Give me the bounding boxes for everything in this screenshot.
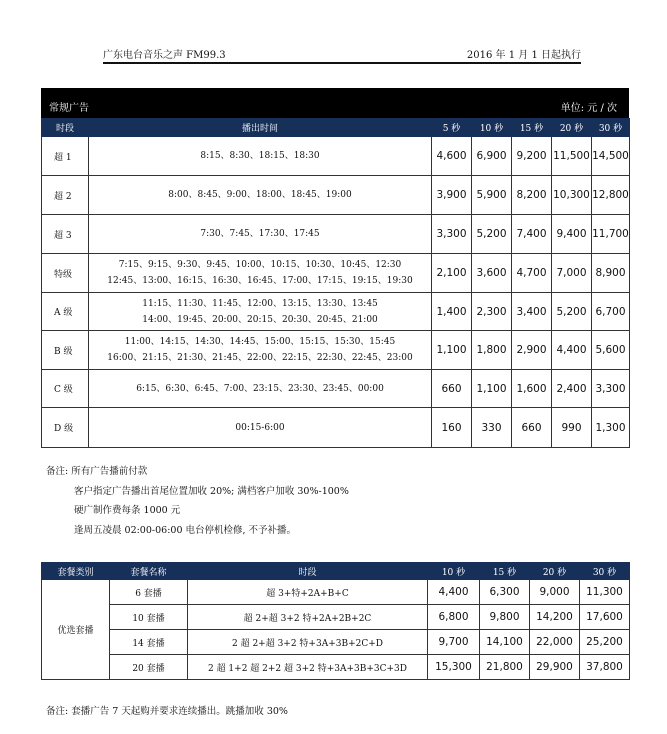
column-header: 15 秒 — [512, 119, 552, 137]
price-cell: 4,600 — [432, 137, 472, 176]
price-cell: 660 — [512, 408, 552, 448]
table-row — [42, 293, 630, 331]
package-name-cell: 14 套播 — [110, 630, 188, 655]
price-cell: 14,100 — [480, 630, 530, 655]
table-row — [42, 408, 630, 448]
table-row — [42, 630, 630, 655]
price-cell: 22,000 — [530, 630, 580, 655]
price-cell: 17,600 — [580, 605, 630, 630]
table-row — [42, 580, 630, 605]
category-cell: 优选套播 — [42, 580, 110, 680]
price-cell: 5,200 — [552, 293, 592, 331]
price-cell: 660 — [432, 370, 472, 408]
package-name-cell: 6 套播 — [110, 580, 188, 605]
times-cell — [89, 137, 432, 176]
price-cell: 8,900 — [592, 254, 630, 293]
time-line: 14:00、19:45、20:00、20:15、20:30、20:45、21:00 — [142, 314, 378, 325]
regular-title: 常规广告 — [49, 103, 89, 114]
price-cell: 6,800 — [428, 605, 480, 630]
time-line: 00:15-6:00 — [235, 422, 285, 433]
column-header: 时段 — [42, 119, 89, 137]
price-cell: 5,200 — [472, 215, 512, 254]
effective-date: 2016 年 1 月 1 日起执行 — [466, 50, 581, 61]
column-header: 5 秒 — [432, 119, 472, 137]
segment-cell: D 级 — [42, 408, 89, 448]
price-cell: 4,400 — [552, 331, 592, 370]
note-line: 硬广制作费每条 1000 元 — [74, 505, 181, 516]
price-cell: 1,600 — [512, 370, 552, 408]
price-cell: 3,300 — [432, 215, 472, 254]
segment-cell: B 级 — [42, 331, 89, 370]
times-cell — [89, 176, 432, 215]
price-cell: 160 — [432, 408, 472, 448]
table-row — [42, 176, 630, 215]
price-cell: 4,700 — [512, 254, 552, 293]
price-cell: 37,800 — [580, 655, 630, 680]
time-line: 7:15、9:15、9:30、9:45、10:00、10:15、10:30、10:45、12:30 — [118, 260, 402, 270]
notes — [46, 462, 349, 540]
price-cell: 5,900 — [472, 176, 512, 215]
price-cell: 1,400 — [432, 293, 472, 331]
station-name: 广东电台音乐之声 FM99.3 — [103, 50, 226, 61]
price-cell: 3,600 — [472, 254, 512, 293]
time-line: 7:30、7:45、17:30、17:45 — [200, 229, 320, 239]
price-cell: 6,300 — [480, 580, 530, 605]
times-cell — [89, 254, 432, 293]
segment-cell: 超 2 — [42, 176, 89, 215]
price-cell: 1,100 — [472, 370, 512, 408]
time-line: 8:00、8:45、9:00、18:00、18:45、19:00 — [168, 190, 352, 200]
price-cell: 3,400 — [512, 293, 552, 331]
price-cell: 9,400 — [552, 215, 592, 254]
times-cell — [89, 331, 432, 370]
price-cell: 6,900 — [472, 137, 512, 176]
price-cell: 2,100 — [432, 254, 472, 293]
table-row — [42, 137, 630, 176]
segment-cell: 超 3 — [42, 215, 89, 254]
price-cell: 14,500 — [592, 137, 630, 176]
price-cell: 15,300 — [428, 655, 480, 680]
column-header: 时段 — [188, 563, 428, 580]
package-rate-table — [41, 562, 630, 680]
price-cell: 7,400 — [512, 215, 552, 254]
note-line: 逢周五凌晨 02:00-06:00 电台停机检修, 不予补播。 — [74, 524, 297, 536]
price-cell: 1,100 — [432, 331, 472, 370]
note-line: 客户指定广告播出首尾位置加收 20%; 满档客户加收 30%-100% — [74, 485, 349, 497]
price-cell: 12,800 — [592, 176, 630, 215]
table-row — [42, 215, 630, 254]
column-header: 20 秒 — [530, 563, 580, 580]
notes-lead: 备注: 所有广告播前付款 — [46, 466, 148, 477]
column-header: 套餐类别 — [42, 563, 110, 580]
table-row — [42, 655, 630, 680]
slot-cell: 超 3+特+2A+B+C — [188, 580, 428, 605]
price-cell: 29,900 — [530, 655, 580, 680]
price-cell: 6,700 — [592, 293, 630, 331]
price-cell: 2,300 — [472, 293, 512, 331]
price-cell: 7,000 — [552, 254, 592, 293]
price-cell: 10,300 — [552, 176, 592, 215]
table-row — [42, 254, 630, 293]
price-cell: 11,300 — [580, 580, 630, 605]
price-cell: 2,900 — [512, 331, 552, 370]
unit-label: 单位: 元 / 次 — [560, 103, 617, 114]
price-cell: 990 — [552, 408, 592, 448]
segment-cell: 特级 — [42, 254, 89, 293]
regular-rate-table — [41, 118, 630, 448]
page-header — [103, 46, 581, 64]
time-line: 6:15、6:30、6:45、7:00、23:15、23:30、23:45、00:00 — [136, 383, 384, 394]
price-cell: 3,900 — [432, 176, 472, 215]
column-header: 播出时间 — [89, 119, 432, 137]
price-cell: 8,200 — [512, 176, 552, 215]
column-header: 15 秒 — [480, 563, 530, 580]
time-line: 11:15、11:30、11:45、12:00、13:15、13:30、13:45 — [142, 298, 378, 309]
price-cell: 25,200 — [580, 630, 630, 655]
price-cell: 1,800 — [472, 331, 512, 370]
column-header: 10 秒 — [472, 119, 512, 137]
price-cell: 3,300 — [592, 370, 630, 408]
column-header: 10 秒 — [428, 563, 480, 580]
segment-cell: C 级 — [42, 370, 89, 408]
column-header: 20 秒 — [552, 119, 592, 137]
column-header: 套餐名称 — [110, 563, 188, 580]
column-header: 30 秒 — [580, 563, 630, 580]
slot-cell: 2 超 2+超 3+2 特+3A+3B+2C+D — [188, 630, 428, 655]
time-line: 11:00、14:15、14:30、14:45、15:00、15:15、15:30、15:45 — [124, 337, 396, 347]
price-cell: 9,700 — [428, 630, 480, 655]
price-cell: 9,800 — [480, 605, 530, 630]
price-cell: 21,800 — [480, 655, 530, 680]
price-cell: 9,000 — [530, 580, 580, 605]
table-row — [42, 331, 630, 370]
times-cell — [89, 370, 432, 408]
segment-cell: A 级 — [42, 293, 89, 331]
table-row — [42, 370, 630, 408]
price-cell: 9,200 — [512, 137, 552, 176]
segment-cell: 超 1 — [42, 137, 89, 176]
price-cell: 330 — [472, 408, 512, 448]
times-cell — [89, 408, 432, 448]
times-cell — [89, 293, 432, 331]
regular-title-bar — [41, 88, 629, 118]
price-cell: 1,300 — [592, 408, 630, 448]
price-cell: 2,400 — [552, 370, 592, 408]
time-line: 8:15、8:30、18:15、18:30 — [200, 151, 320, 161]
price-cell: 5,600 — [592, 331, 630, 370]
price-cell: 4,400 — [428, 580, 480, 605]
table-row — [42, 605, 630, 630]
time-line: 16:00、21:15、21:30、21:45、22:00、22:15、22:30、22:45、23:00 — [107, 353, 413, 363]
package-name-cell: 10 套播 — [110, 605, 188, 630]
price-cell: 14,200 — [530, 605, 580, 630]
slot-cell: 2 超 1+2 超 2+2 超 3+2 特+3A+3B+3C+3D — [188, 655, 428, 680]
column-header: 30 秒 — [592, 119, 630, 137]
slot-cell: 超 2+超 3+2 特+2A+2B+2C — [188, 605, 428, 630]
times-cell — [89, 215, 432, 254]
time-line: 12:45、13:00、16:15、16:30、16:45、17:00、17:15、19:15、19:30 — [107, 276, 413, 286]
package-note: 备注: 套播广告 7 天起购并要求连续播出。跳播加收 30% — [46, 706, 288, 717]
price-cell: 11,500 — [552, 137, 592, 176]
price-cell: 11,700 — [592, 215, 630, 254]
package-name-cell: 20 套播 — [110, 655, 188, 680]
